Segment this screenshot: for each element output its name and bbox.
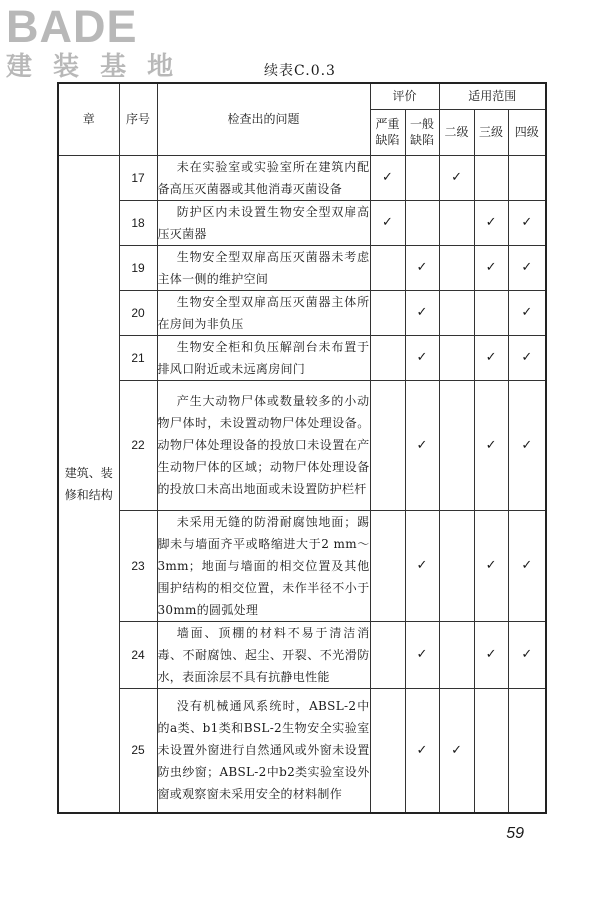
mark-level2 [439, 621, 474, 688]
row-number: 22 [119, 380, 157, 510]
table-caption: 续表C.0.3 [264, 63, 336, 79]
mark-serious [370, 380, 405, 510]
mark-level2 [439, 510, 474, 621]
header-level3: 三级 [474, 109, 508, 155]
mark-level3 [474, 155, 508, 200]
table-row [58, 155, 546, 200]
mark-level3: ✓ [474, 200, 508, 245]
table-row [58, 688, 546, 813]
row-number: 17 [119, 155, 157, 200]
row-issue: 产生大动物尸体或数量较多的小动物尸体时，未设置动物尸体处理设备。动物尸体处理设备的投放口未设置在产生动物尸体的区域；动物尸体处理设备的投放口未高出地面或未设置防护栏杆 [157, 380, 370, 510]
header-scope: 适用范围 [439, 83, 546, 109]
header-level4: 四级 [508, 109, 546, 155]
mark-general: ✓ [405, 688, 439, 813]
row-number: 23 [119, 510, 157, 621]
row-number: 21 [119, 335, 157, 380]
mark-level2 [439, 335, 474, 380]
row-issue: 没有机械通风系统时，ABSL-2中的a类、b1类和BSL-2生物安全实验室未设置外窗进行自然通风或外窗未设置防虫纱窗；ABSL-2中b2类实验室设外窗或观察窗未采用安全的材料制作 [157, 688, 370, 813]
mark-level2 [439, 245, 474, 290]
watermark-subtitle: 建 装 基 地 [6, 52, 180, 82]
table-row [58, 621, 546, 688]
mark-general [405, 200, 439, 245]
mark-level4: ✓ [508, 245, 546, 290]
header-issue: 检查出的问题 [157, 83, 370, 155]
page-number: 59 [506, 825, 524, 842]
mark-serious [370, 688, 405, 813]
mark-level3 [474, 290, 508, 335]
mark-general: ✓ [405, 335, 439, 380]
mark-general: ✓ [405, 380, 439, 510]
mark-level4: ✓ [508, 290, 546, 335]
mark-serious [370, 245, 405, 290]
mark-general: ✓ [405, 510, 439, 621]
row-number: 18 [119, 200, 157, 245]
mark-level4 [508, 688, 546, 813]
row-issue: 生物安全型双扉高压灭菌器主体所在房间为非负压 [157, 290, 370, 335]
row-number: 25 [119, 688, 157, 813]
table-row [58, 335, 546, 380]
mark-level4: ✓ [508, 510, 546, 621]
mark-general [405, 155, 439, 200]
row-issue: 墙面、顶棚的材料不易于清洁消毒、不耐腐蚀、起尘、开裂、不光滑防水，表面涂层不具有抗静电性能 [157, 621, 370, 688]
mark-level3 [474, 688, 508, 813]
row-number: 19 [119, 245, 157, 290]
mark-general: ✓ [405, 621, 439, 688]
mark-level2 [439, 200, 474, 245]
mark-serious: ✓ [370, 155, 405, 200]
mark-serious [370, 510, 405, 621]
header-general: 一般缺陷 [405, 109, 439, 155]
mark-level2: ✓ [439, 688, 474, 813]
mark-general: ✓ [405, 245, 439, 290]
header-serious: 严重缺陷 [370, 109, 405, 155]
table-row [58, 380, 546, 510]
mark-level3: ✓ [474, 245, 508, 290]
header-level2: 二级 [439, 109, 474, 155]
table-row [58, 200, 546, 245]
mark-level2 [439, 290, 474, 335]
row-issue: 未在实验室或实验室所在建筑内配备高压灭菌器或其他消毒灭菌设备 [157, 155, 370, 200]
mark-level4: ✓ [508, 200, 546, 245]
mark-serious [370, 621, 405, 688]
mark-level3: ✓ [474, 510, 508, 621]
row-issue: 生物安全柜和负压解剖台未布置于排风口附近或未远离房间门 [157, 335, 370, 380]
mark-level4: ✓ [508, 335, 546, 380]
chapter-cell: 建筑、装修和结构 [58, 155, 119, 813]
mark-level3: ✓ [474, 380, 508, 510]
row-issue: 未采用无缝的防滑耐腐蚀地面；踢脚未与墙面齐平或略缩进大于2 mm～3mm；地面与墙面的相交位置及其他围护结构的相交位置，未作半径不小于30mm的圆弧处理 [157, 510, 370, 621]
table-row [58, 245, 546, 290]
header-seq: 序号 [119, 83, 157, 155]
row-number: 24 [119, 621, 157, 688]
mark-level2 [439, 380, 474, 510]
mark-level3: ✓ [474, 335, 508, 380]
mark-serious [370, 290, 405, 335]
watermark-brand: BADE [6, 1, 138, 52]
row-issue: 生物安全型双扉高压灭菌器未考虑主体一侧的维护空间 [157, 245, 370, 290]
mark-general: ✓ [405, 290, 439, 335]
mark-serious [370, 335, 405, 380]
header-evaluation: 评价 [370, 83, 439, 109]
mark-level4: ✓ [508, 380, 546, 510]
table-row [58, 510, 546, 621]
row-number: 20 [119, 290, 157, 335]
table-row [58, 290, 546, 335]
mark-serious: ✓ [370, 200, 405, 245]
header-chapter: 章 [58, 83, 119, 155]
row-issue: 防护区内未设置生物安全型双扉高压灭菌器 [157, 200, 370, 245]
mark-level4 [508, 155, 546, 200]
mark-level3: ✓ [474, 621, 508, 688]
mark-level2: ✓ [439, 155, 474, 200]
inspection-table [57, 82, 547, 814]
mark-level4: ✓ [508, 621, 546, 688]
